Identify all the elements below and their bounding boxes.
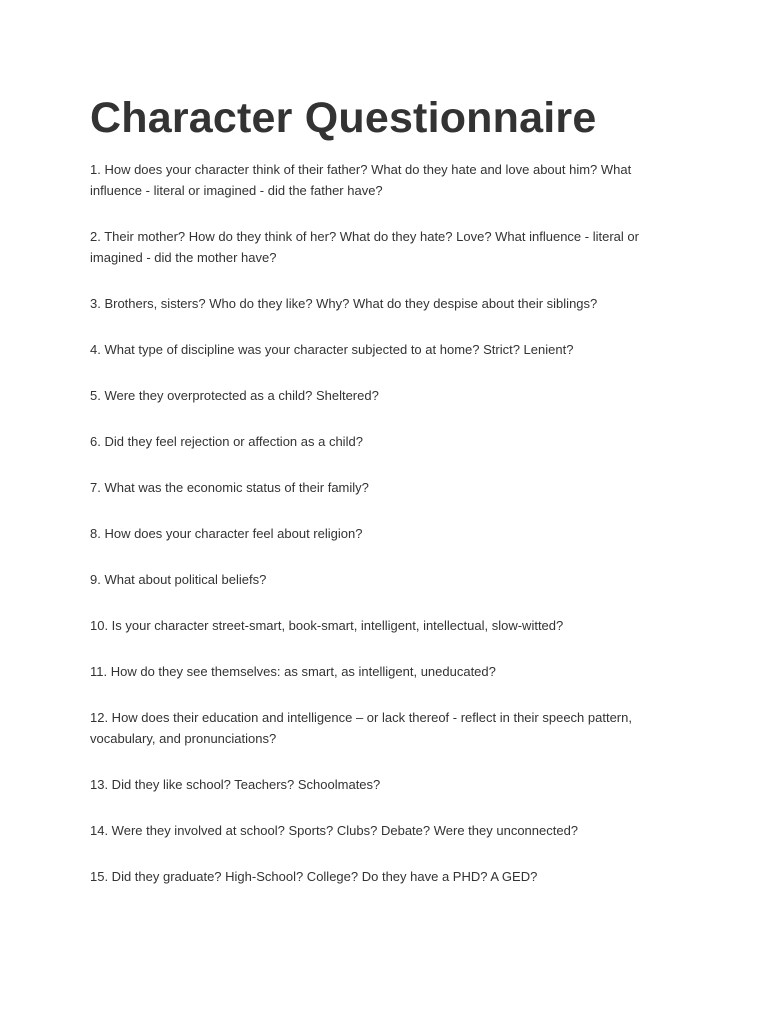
question-item: 15. Did they graduate? High-School? College? Do they have a PHD? A GED? bbox=[90, 869, 538, 884]
question-item: 10. Is your character street-smart, book-smart, intelligent, intellectual, slow-witted? bbox=[90, 618, 564, 633]
question-item: 7. What was the economic status of their family? bbox=[90, 480, 369, 495]
question-item: 5. Were they overprotected as a child? Sheltered? bbox=[90, 388, 379, 403]
question-item: 9. What about political beliefs? bbox=[90, 572, 267, 587]
question-item: 14. Were they involved at school? Sports? Clubs? Debate? Were they unconnected? bbox=[90, 823, 579, 838]
question-item: 12. How does their education and intelligence – or lack thereof - reflect in their speech pattern, vocabulary, and pronunciations? bbox=[90, 710, 632, 746]
question-item: 8. How does your character feel about religion? bbox=[90, 526, 363, 541]
question-item: 1. How does your character think of their father? What do they hate and love about him? What influence - literal or imagined - did the father have? bbox=[90, 162, 632, 198]
page-title: Character Questionnaire bbox=[90, 94, 597, 142]
question-item: 6. Did they feel rejection or affection as a child? bbox=[90, 434, 363, 449]
question-item: 11. How do they see themselves: as smart, as intelligent, uneducated? bbox=[90, 664, 496, 679]
question-item: 4. What type of discipline was your character subjected to at home? Strict? Lenient? bbox=[90, 342, 574, 357]
question-item: 2. Their mother? How do they think of her? What do they hate? Love? What influence - literal or imagined - did the mother have? bbox=[90, 229, 639, 265]
question-item: 3. Brothers, sisters? Who do they like? Why? What do they despise about their siblings? bbox=[90, 296, 598, 311]
question-list bbox=[90, 159, 670, 912]
question-item: 13. Did they like school? Teachers? Schoolmates? bbox=[90, 777, 381, 792]
